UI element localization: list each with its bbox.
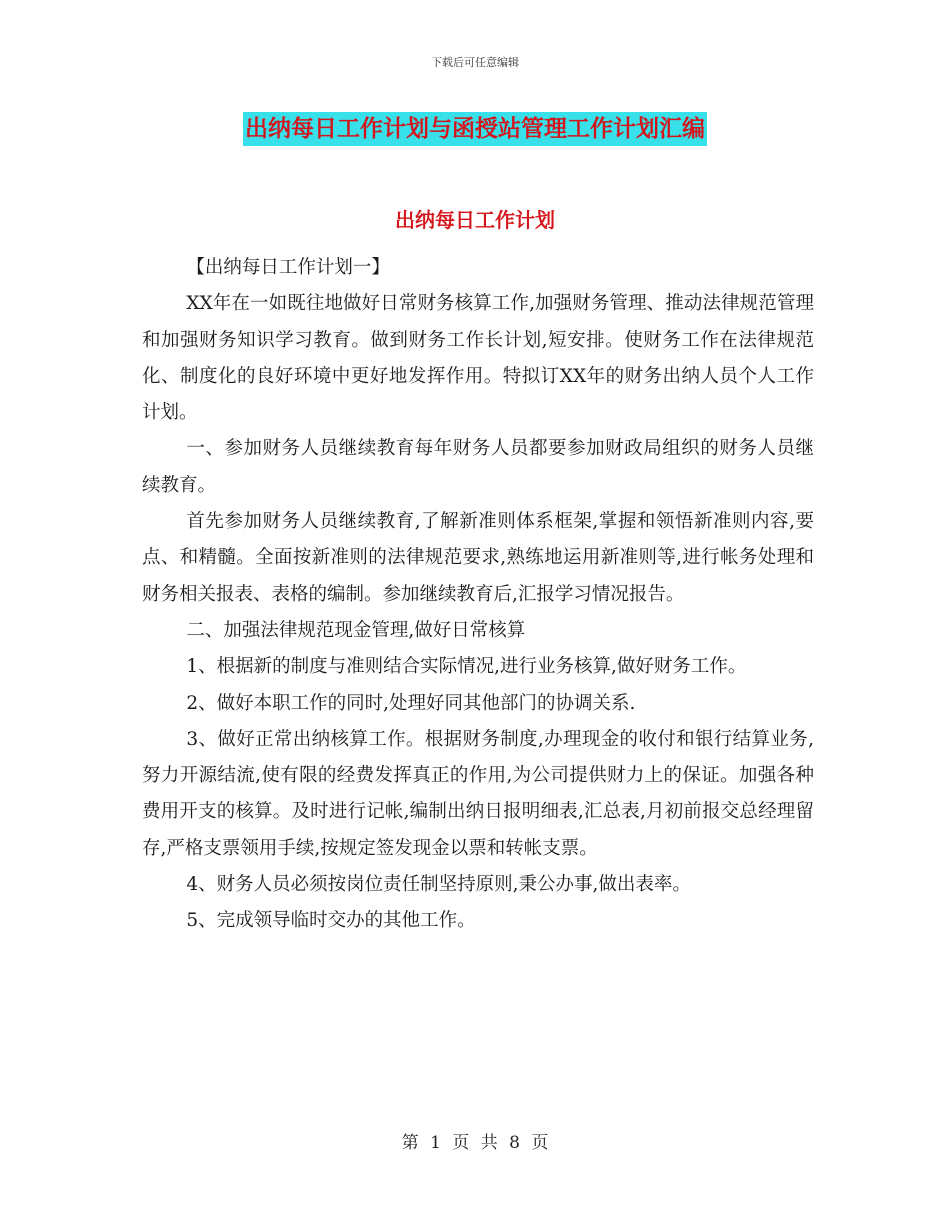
paragraph: 1、根据新的制度与准则结合实际情况,进行业务核算,做好财务工作。 (186, 656, 747, 678)
paragraph: 一、参加财务人员继续教育每年财务人员都要参加财政局组织的财务人员继续教育。 (142, 438, 814, 496)
section-title: 出纳每日工作计划 (395, 208, 555, 232)
document-title-container (0, 112, 950, 146)
document-title: 出纳每日工作计划与函授站管理工作计划汇编 (243, 112, 707, 146)
paragraph-subheading: 【出纳每日工作计划一】 (186, 257, 390, 278)
paragraph: 首先参加财务人员继续教育,了解新准则体系框架,掌握和领悟新准则内容,要点、和精髓。全面按新准则的法律规范要求,熟练地运用新准则等,进行帐务处理和财务相关报表、表格的编制。参加继续教育后,汇报学习情况报告。 (142, 511, 814, 605)
body-text (142, 250, 814, 940)
paragraph: 二、加强法律规范现金管理,做好日常核算 (186, 619, 526, 641)
paragraph: 4、财务人员必须按岗位责任制坚持原则,秉公办事,做出表率。 (186, 874, 691, 896)
header-note: 下载后可任意编辑 (431, 56, 519, 69)
paragraph: 5、完成领导临时交办的其他工作。 (186, 910, 476, 932)
paragraph: XX年在一如既往地做好日常财务核算工作,加强财务管理、推动法律规范管理和加强财务知识学习教育。做到财务工作长计划,短安排。使财务工作在法律规范化、制度化的良好环境中更好地发挥作用。特拟订XX年的财务出纳人员个人工作计划。 (142, 293, 814, 424)
page-footer: 第 1 页 共 8 页 (401, 1133, 549, 1153)
paragraph: 3、做好正常出纳核算工作。根据财务制度,办理现金的收付和银行结算业务,努力开源结流,使有限的经费发挥真正的作用,为公司提供财力上的保证。加强各种费用开支的核算。及时进行记帐,编制出纳日报明细表,汇总表,月初前报交总经理留存,严格支票领用手续,按规定签发现金以票和转帐支票。 (142, 728, 814, 859)
paragraph: 2、做好本职工作的同时,处理好同其他部门的协调关系. (186, 692, 636, 714)
